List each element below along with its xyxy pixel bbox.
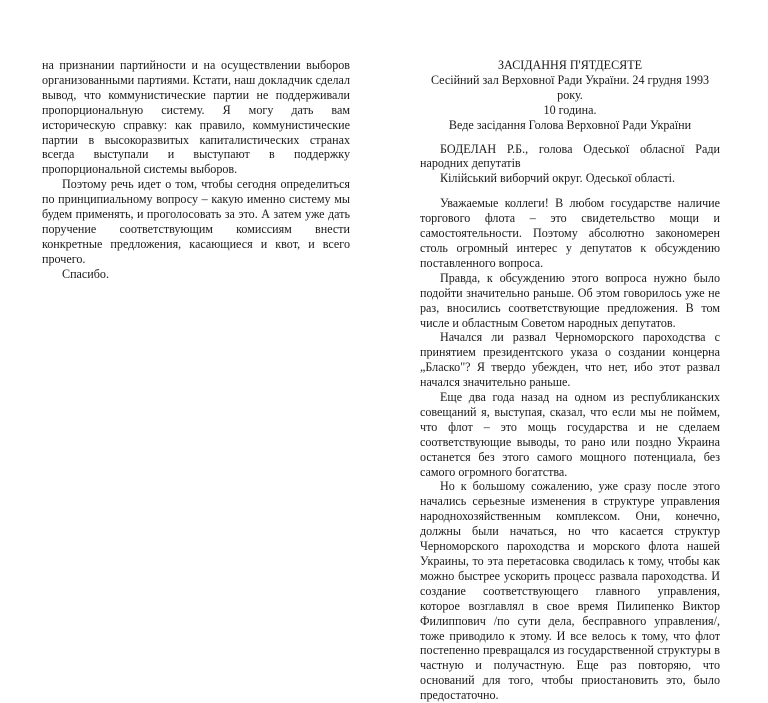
session-title: ЗАСІДАННЯ П'ЯТДЕСЯТЕ — [498, 58, 642, 72]
paragraph: на признании партийности и на осуществлении выборов организованными партиями. Кстати, наш докладчик сделал вывод, что коммунистические партии не поддерживали пропорциональную систему. Я могу дать вам историческую справку: как правило, коммунистические партии в высокоразвитых капиталистических странах всегда выступали и выступают в поддержку пропорциональной системы выборов. — [42, 58, 350, 177]
session-time: 10 година. — [543, 102, 597, 117]
paragraph: Начался ли развал Черноморского пароходства с принятием президентского указа о создании концерна „Бласко"? Я твердо убежден, что нет, ибо этот развал начался значительно раньше. — [420, 330, 720, 390]
speaker-info — [420, 142, 720, 187]
session-chair: Веде засідання Голова Верховної Ради України — [448, 117, 692, 132]
session-location-date: Сесійний зал Верховної Ради України. 24 грудня 1993 року. — [430, 72, 710, 102]
right-page-text — [420, 58, 720, 703]
paragraph: Правда, к обсуждению этого вопроса нужно было подойти значительно раньше. Об этом говорилось уже не раз, вносились соответствующие предложения. В том числе и областным Советом народных депутатов. — [420, 270, 720, 330]
speaker-district: Кілійський виборчий округ. Одеської області. — [440, 171, 676, 186]
paragraph: Поэтому речь идет о том, чтобы сегодня определиться по принципиальному вопросу – какую именно систему мы будем применять, и проголосовать за это. А затем уже дать поручение соответствующим комиссиям внести конкретные предложения, касающиеся и квот, и всего прочего. — [42, 177, 350, 266]
paragraph: Но к большому сожалению, уже сразу после этого начались серьезные изменения в структуре управления народнохозяйственным комплексом. Они, конечно, должны были начаться, но что касается структур Черноморского пароходства и морского флота нашей Украины, то эта перетасовка сводилась к тому, чтобы как можно быстрее ускорить процесс развала пароходства. И создание соответствующего главного управления, которое возглавлял в свое время Пилипенко Виктор Филиппович /по сути дела, бесправного управления/, тоже приводило к этому. И все велось к тому, что флот постепенно превращался из государственной структуры в частную и получастную. Еще раз повторяю, что оснований для того, чтобы приостановить это, было предостаточно. — [420, 479, 720, 703]
paragraph: Еще два года назад на одном из республиканских совещаний я, выступая, сказал, что если мы не поймем, что флот – это мощь государства и не сделаем соответствующие выводы, то рано или поздно Украина останется без этого самого мощного потенциала, без самого огромного богатства. — [420, 390, 720, 479]
left-page-text — [42, 58, 350, 282]
speaker-name: БОДЕЛАН Р.Б., голова Одеської обласної Ради народних депутатів — [420, 141, 720, 171]
session-header — [420, 58, 720, 133]
paragraph: Уважаемые коллеги! В любом государстве наличие торгового флота – это свидетельство мощи и самостоятельности. Поэтому абсолютно закономерен столь огромный интерес у депутатов к обсуждению поставленного вопроса. — [420, 196, 720, 270]
closing-thanks: Спасибо. — [62, 266, 109, 281]
